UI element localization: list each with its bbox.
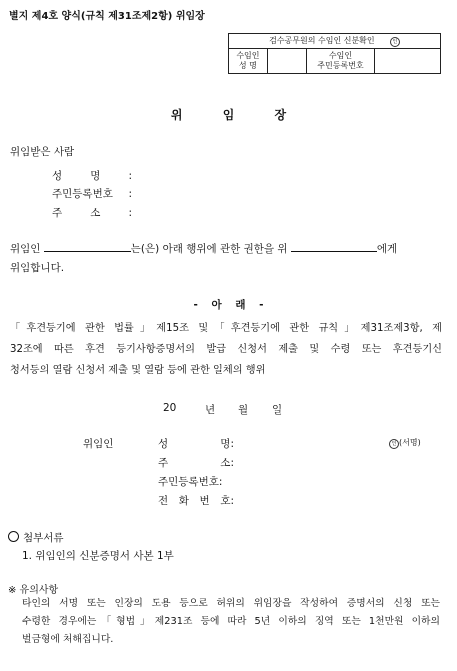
notes-paragraph [22,595,440,649]
agent-name-label: 수임인 성 명 [229,49,268,74]
delegation-sentence [10,241,397,256]
notes-line-3: 벌금형에 처해집니다. [22,634,114,645]
seal-circle-icon: 인 [389,439,399,449]
delegation-line2: 위임합니다. [10,262,65,274]
document-title: 위 임 장 [170,108,287,122]
scope-line-3: 청서등의 열람 신청서 제출 및 열람 등에 관한 일체의 행위 [10,365,266,376]
notes-heading: ※ 유의사항 [8,585,59,596]
delegator-address-label: 주 소: [158,457,234,469]
verification-title-cell [229,34,441,49]
delegator-name-label: 성 명: [158,438,234,450]
agent-name-value-cell[interactable] [267,49,306,74]
verification-title: 검수공무원의 수임인 신분확인 [269,35,375,45]
date-day-label: 일 [272,404,283,416]
seal-circle-icon: 인 [390,37,400,47]
delegated-person-heading: 위임받은 사람 [10,146,75,158]
agent-rrn-label: 수임인 주민등록번호 [306,49,375,74]
notes-line-1: 타인의 서명 또는 인장의 도용 등으로 허위의 위임장을 작성하여 증명서의 신청 또는 [22,598,440,609]
delegation-suffix: 에게 [376,243,398,255]
date-year: 20 [163,402,177,414]
verification-stamp-table [228,33,441,74]
delegator-rrn-label: 주민등록번호: [158,476,223,488]
attachments-heading [8,530,64,545]
delegation-prefix: 위임인 [10,243,41,255]
form-number-title: 별지 제4호 양식(규칙 제31조제2항) 위임장 [9,11,205,22]
scope-line-1: 「후견등기에 관한 법률」제15조 및「후견등기에 관한 규칙」제31조제3항, 제 [10,323,442,334]
delegator-phone-label: 전 화 번 호: [158,495,234,507]
date-month-label: 월 [238,404,249,416]
circle-bullet-icon [8,531,19,542]
signature-label: (서명) [399,438,421,447]
delegated-address-label: 주 소 : [52,207,132,219]
notes-line-2: 수령한 경우에는「형법」제231조 등에 따라 5년 이하의 징역 또는 1천만원 이하의 [22,616,440,627]
scope-line-2: 32조에 따른 후견 등기사항증명서의 발급 신청서 제출 및 수령 또는 후견등기신 [10,344,442,355]
below-heading: - 아 래 - [193,299,264,311]
delegation-middle: 는(은) 아래 행위에 관한 권한을 위 [130,243,288,255]
delegated-rrn-label: 주민등록번호 : [52,188,132,200]
delegator-label: 위임인 [83,438,114,450]
date-year-label: 년 [205,404,216,416]
delegated-name-label: 성 명 : [52,170,132,182]
signature-area[interactable] [389,437,421,449]
attachments-title: 첨부서류 [23,532,64,544]
scope-paragraph [10,318,442,381]
delegatee-blank[interactable] [291,241,377,252]
delegator-blank[interactable] [44,241,131,252]
attachment-item-1: 1. 위임인의 신분증명서 사본 1부 [22,550,174,562]
agent-rrn-value-cell[interactable] [375,49,441,74]
